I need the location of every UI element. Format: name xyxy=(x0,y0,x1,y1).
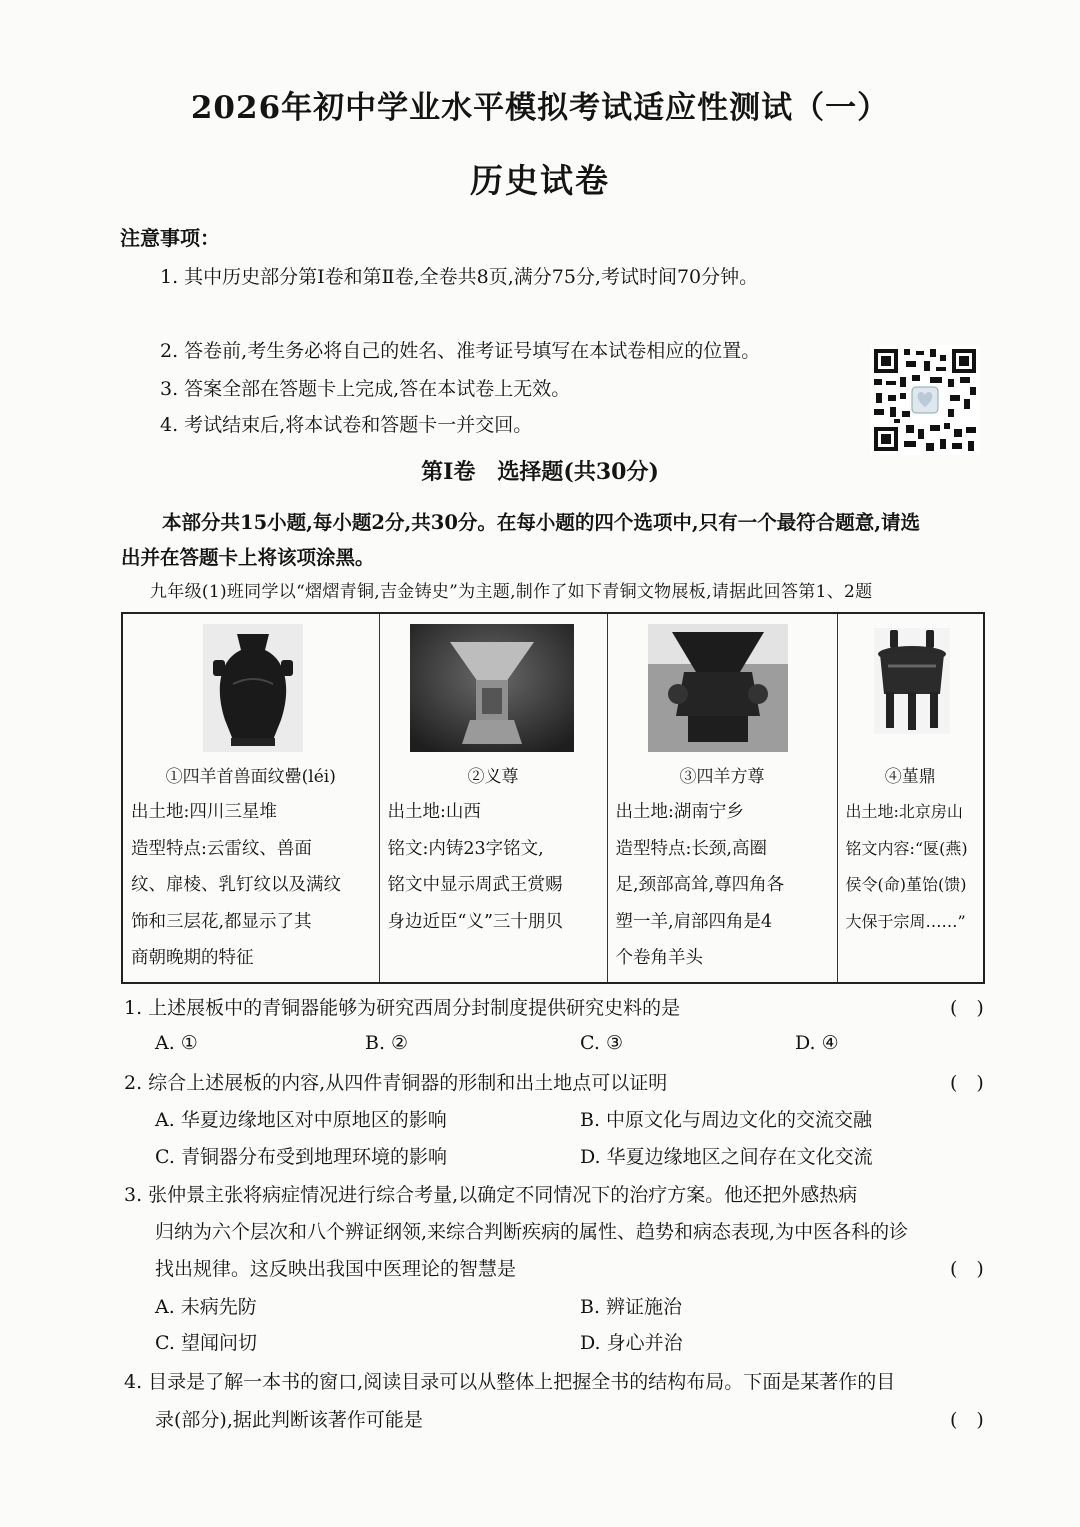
notice-item-3: 3. 答案全部在答题卡上完成,答在本试卷上无效。 xyxy=(160,378,571,400)
board-lead-text: 九年级(1)班同学以“熠熠青铜,吉金铸史”为主题,制作了如下青铜文物展板,请据此回答第1、2题 xyxy=(150,582,873,602)
bronze-four-goat-zun-icon xyxy=(648,624,788,756)
exam-subtitle: 历史试卷 xyxy=(470,161,610,200)
exhibit-2-line-2: 铭文:内铸23字铭文, xyxy=(387,838,544,859)
exhibit-4-line-3: 侯令(命)堇饴(馈) xyxy=(845,875,967,894)
exhibit-3-line-5: 个卷角羊头 xyxy=(615,948,703,968)
question-3-stem-line-3: 找出规律。这反映出我国中医理论的智慧是 xyxy=(155,1258,517,1280)
notice-item-1: 1. 其中历史部分第Ⅰ卷和第Ⅱ卷,全卷共8页,满分75分,考试时间70分钟。 xyxy=(160,266,759,288)
exhibit-1-line-5: 商朝晚期的特征 xyxy=(131,948,254,968)
question-2-option-a[interactable]: A. 华夏边缘地区对中原地区的影响 xyxy=(155,1109,447,1131)
question-3-stem-line-1: 3. 张仲景主张将病症情况进行综合考量,以确定不同情况下的治疗方案。他还把外感热病 xyxy=(124,1184,858,1206)
section-intro-line1: 本部分共15小题,每小题2分,共30分。在每小题的四个选项中,只有一个最符合题意,请选 xyxy=(162,511,920,534)
qr-code-icon xyxy=(870,345,980,455)
bronze-lei-vessel-icon xyxy=(203,624,303,756)
question-3-option-b[interactable]: B. 辨证施治 xyxy=(580,1296,683,1318)
question-4-stem-line-1: 4. 目录是了解一本书的窗口,阅读目录可以从整体上把握全书的结构布局。下面是某著作的目 xyxy=(124,1371,896,1393)
bronze-exhibit-board xyxy=(121,612,985,984)
notice-heading: 注意事项： xyxy=(120,226,220,250)
notice-item-2: 2. 答卷前,考生务必将自己的姓名、准考证号填写在本试卷相应的位置。 xyxy=(160,340,761,362)
question-2-option-b[interactable]: B. 中原文化与周边文化的交流交融 xyxy=(580,1109,873,1131)
question-3-option-d[interactable]: D. 身心并治 xyxy=(580,1332,683,1354)
bronze-jin-ding-icon xyxy=(874,628,950,738)
exhibit-2-caption: ②义尊 xyxy=(467,767,519,787)
exhibit-4-caption: ④堇鼎 xyxy=(884,767,936,787)
question-2-option-c[interactable]: C. 青铜器分布受到地理环境的影响 xyxy=(155,1146,447,1168)
question-1-option-c[interactable]: C. ③ xyxy=(580,1032,623,1054)
exhibit-1 xyxy=(123,614,379,982)
exhibit-3-line-4: 塑一羊,肩部四角是4 xyxy=(615,911,773,932)
exhibit-3-line-3: 足,颈部高耸,尊四角各 xyxy=(615,875,785,895)
question-1-answer-paren: ( ) xyxy=(950,997,984,1019)
question-4-answer-paren: ( ) xyxy=(950,1409,984,1431)
notice-item-4: 4. 考试结束后,将本试卷和答题卡一并交回。 xyxy=(160,414,533,436)
exhibit-1-line-4: 饰和三层花,都显示了其 xyxy=(131,911,312,932)
exhibit-1-line-2: 造型特点:云雷纹、兽面 xyxy=(131,838,312,859)
question-1-option-a[interactable]: A. ① xyxy=(155,1032,198,1054)
question-2-stem: 2. 综合上述展板的内容,从四件青铜器的形制和出土地点可以证明 xyxy=(124,1072,668,1094)
question-4-stem-line-2: 录(部分),据此判断该著作可能是 xyxy=(155,1409,423,1431)
exhibit-1-line-1: 出土地:四川三星堆 xyxy=(131,802,277,822)
question-3-answer-paren: ( ) xyxy=(950,1258,984,1280)
question-3-option-a[interactable]: A. 未病先防 xyxy=(155,1296,257,1318)
question-2-option-d[interactable]: D. 华夏边缘地区之间存在文化交流 xyxy=(580,1146,873,1168)
exam-title: 2026年初中学业水平模拟考试适应性测试（一） xyxy=(190,90,890,126)
question-3-stem-line-2: 归纳为六个层次和八个辨证纲领,来综合判断疾病的属性、趋势和病态表现,为中医各科的诊 xyxy=(155,1221,909,1243)
exhibit-4 xyxy=(838,614,984,982)
exhibit-2 xyxy=(380,614,607,982)
exhibit-4-line-4: 大保于宗周……” xyxy=(845,911,966,931)
exhibit-3 xyxy=(608,614,837,982)
section-title: 第Ⅰ卷 选择题(共30分) xyxy=(421,459,659,485)
question-2-answer-paren: ( ) xyxy=(950,1072,984,1094)
section-intro-line2: 出并在答题卡上将该项涂黑。 xyxy=(121,546,375,569)
exhibit-2-line-3: 铭文中显示周武王赏赐 xyxy=(387,875,563,895)
question-1-option-b[interactable]: B. ② xyxy=(365,1032,409,1054)
exhibit-1-caption: ①四羊首兽面纹罍(léi) xyxy=(165,767,336,787)
exhibit-2-line-4: 身边近臣“义”三十朋贝 xyxy=(387,911,563,932)
exhibit-1-line-3: 纹、扉棱、乳钉纹以及满纹 xyxy=(131,875,341,895)
exhibit-3-line-2: 造型特点:长颈,高圈 xyxy=(615,838,767,859)
question-1-option-d[interactable]: D. ④ xyxy=(795,1032,839,1054)
exhibit-4-line-2: 铭文内容:“匽(燕) xyxy=(845,838,968,858)
exhibit-3-caption: ③四羊方尊 xyxy=(679,767,765,787)
exhibit-2-line-1: 出土地:山西 xyxy=(387,802,481,822)
exhibit-3-line-1: 出土地:湖南宁乡 xyxy=(615,802,744,822)
exhibit-4-line-1: 出土地:北京房山 xyxy=(845,802,963,821)
question-3-option-c[interactable]: C. 望闻问切 xyxy=(155,1332,257,1354)
question-1-stem: 1. 上述展板中的青铜器能够为研究西周分封制度提供研究史料的是 xyxy=(124,997,681,1019)
bronze-yi-zun-icon xyxy=(410,624,574,756)
